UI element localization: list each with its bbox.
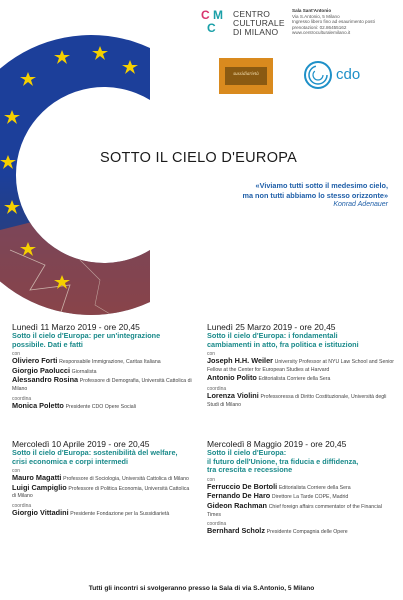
- coordinator: Monica Poletto Presidente CDO Opere Sociali: [12, 400, 136, 410]
- speaker: Mauro Magatti Professore di Sociologia, Università Cattolica di Milano: [12, 473, 189, 483]
- coordinator: Lorenza Violini Professoressa di Diritto Costituzionale, Università degli Studi di Milano: [207, 390, 387, 408]
- svg-text:M: M: [213, 8, 223, 22]
- con-label: con: [12, 351, 21, 358]
- con-label: con: [207, 351, 216, 358]
- cmc-logo: [201, 8, 229, 42]
- sussidiarieta-logo: sussidiarietà: [219, 58, 273, 94]
- speaker: Gideon Rachman Chief foreign affairs commentator of the Financial Times: [207, 500, 382, 518]
- quote-author: Konrad Adenauer: [333, 201, 388, 208]
- speaker: Antonio Polito Editorialista Corriere della Sera: [207, 373, 331, 383]
- event-4: [207, 439, 395, 537]
- event-2: [207, 322, 395, 409]
- footer-note: Tutti gli incontri si svolgeranno presso la Sala di via S.Antonio, 5 Milano: [88, 585, 315, 592]
- speaker: Giorgio Paolucci Giornalista: [12, 365, 97, 375]
- cdo-logo-icon: [303, 60, 333, 90]
- speaker: Alessandro Rosina Professore di Demografia, Università Cattolica di Milano: [12, 375, 192, 392]
- speaker: Ferruccio De Bortoli Editorialista Corriere della Sera: [207, 481, 351, 491]
- svg-text:C: C: [207, 21, 216, 35]
- event-1: [12, 322, 194, 411]
- speaker: Oliviero Forti Responsabile Immigrazione, Caritas Italiana: [12, 356, 161, 366]
- event-3: [12, 439, 194, 519]
- coordina-label: coordina: [12, 395, 32, 402]
- event-date: Lunedì 11 Marzo 2019 - ore 20,45: [12, 322, 140, 332]
- coordina-label: coordina: [12, 502, 32, 509]
- coordinator: Bernhard Scholz Presidente Compagnia delle Opere: [207, 526, 348, 536]
- speaker: Fernando De Haro Direttore La Tarde COPE, Madrid: [207, 491, 349, 501]
- con-label: con: [12, 468, 21, 475]
- quote: «Viviamo tutti sotto il medesimo cielo, ma non tutti abbiamo lo stesso orizzonte»: [242, 181, 388, 200]
- event-title: Sotto il cielo d'Europa: i fondamentali cambiamenti in atto, fra politica e istituzioni: [207, 331, 359, 349]
- speaker: Luigi Campiglio Professore di Politica Economia, Università Cattolica di Milano: [12, 482, 190, 500]
- con-label: con: [207, 476, 216, 483]
- europe-c-graphic: [0, 20, 170, 330]
- event-title: Sotto il cielo d'Europa: il futuro dell'Unione, tra fiducia e diffidenza, tra crescita e recessione: [207, 448, 359, 475]
- page-title: SOTTO IL CIELO D'EUROPA: [100, 150, 298, 166]
- event-title: Sotto il cielo d'Europa: sostenibilità del welfare, crisi economica e corpi intermedi: [12, 448, 178, 466]
- cdo-logo-text: cdo: [336, 66, 361, 83]
- event-date: Mercoledì 10 Aprile 2019 - ore 20,45: [12, 439, 150, 449]
- event-title: Sotto il cielo d'Europa: per un'integrazione possibile. Dati e fatti: [12, 331, 161, 349]
- event-date: Mercoledì 8 Maggio 2019 - ore 20,45: [207, 439, 347, 449]
- svg-text:C: C: [201, 8, 210, 22]
- event-date: Lunedì 25 Marzo 2019 - ore 20,45: [207, 322, 336, 332]
- venue-info: Sala Sant'Antonio Via S.Antonio, 5 Milano Ingresso libero fino ad esaurimento posti prenotazioni: 02.86455162 www.centroculturalemilano.it: [292, 8, 375, 36]
- coordina-label: coordina: [207, 521, 227, 528]
- org-name: CENTRO CULTURALE DI MILANO: [233, 9, 285, 37]
- speaker: Joseph H.H. Weiler University Professor at NYU Law School and Senior Fellow at the Center for European Studies at Harvard: [207, 356, 395, 373]
- coordina-label: coordina: [207, 385, 227, 392]
- coordinator: Giorgio Vittadini Presidente Fondazione per la Sussidiarietà: [12, 507, 170, 517]
